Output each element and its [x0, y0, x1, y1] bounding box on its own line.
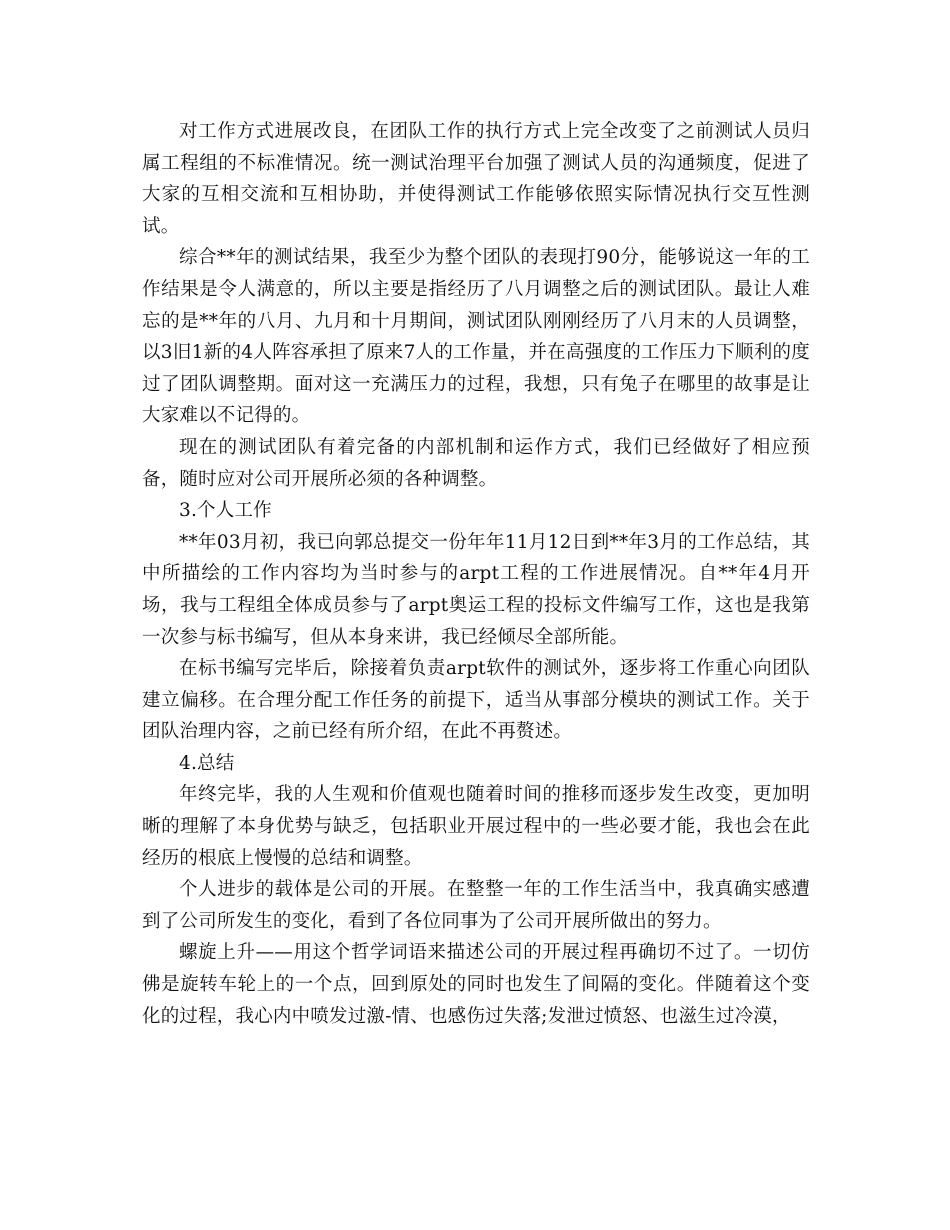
paragraph-team-mechanism: 现在的测试团队有着完备的内部机制和运作方式，我们已经做好了相应预备，随时应对公司开展所必须的各种调整。 [142, 436, 810, 490]
paragraph-personal-progress: 个人进步的载体是公司的开展。在整整一年的工作生活当中，我真确实感遭到了公司所发生的变化，看到了各位同事为了公司开展所做出的努力。 [142, 879, 810, 932]
paragraph-spiral-rise: 螺旋上升——用这个哲学词语来描述公司的开展过程再确切不过了。一切仿佛是旋转车轮上的一个点，回到原处的同时也发生了间隔的变化。伴随着这个变化的过程，我心内中喷发过激-情、也感伤过失落;发泄过愤怒、也滋生过冷漠， [142, 942, 810, 1027]
paragraph-work-method: 对工作方式进展改良，在团队工作的执行方式上完全改变了之前测试人员归属工程组的不标准情况。统一测试治理平台加强了测试人员的沟通频度，促进了大家的互相交流和互相协助，并使得测试工作能够依照实际情况执行交互性测试。 [142, 121, 810, 237]
paragraph-bid-writing: 在标书编写完毕后，除接着负责arpt软件的测试外，逐步将工作重心向团队建立偏移。在合理分配工作任务的前提下，适当从事部分模块的测试工作。关于团队治理内容，之前已经有所介绍，在此不再赘述。 [142, 658, 810, 743]
section-heading-personal-work: 3.个人工作 [179, 500, 272, 522]
paragraph-year-end: 年终完毕，我的人生观和价值观也随着时间的推移而逐步发生改变，更加明晰的理解了本身优势与缺乏，包括职业开展过程中的一些必要才能，我也会在此经历的根底上慢慢的总结和调整。 [142, 784, 810, 869]
paragraph-work-summary: **年03月初，我已向郭总提交一份年年11月12日到**年3月的工作总结，其中所描绘的工作内容均为当时参与的arpt工程的工作进展情况。自**年4月开场，我与工程组全体成员参与了arpt奥运工程的投标文件编写工作，这也是我第一次参与标书编写，但从本身来讲，我已经倾尽全部所能。 [142, 531, 810, 648]
paragraph-test-results: 综合**年的测试结果，我至少为整个团队的表现打90分，能够说这一年的工作结果是令人满意的，所以主要是指经历了八月调整之后的测试团队。最让人难忘的是**年的八月、九月和十月期间，测试团队刚刚经历了八月末的人员调整，以3旧1新的4人阵容承担了原来7人的工作量，并在高强度的工作压力下顺利的度过了团队调整期。面对这一充满压力的过程，我想，只有兔子在哪里的故事是让大家难以不记得的。 [142, 247, 810, 427]
section-heading-summary: 4.总结 [179, 752, 235, 774]
document-body [142, 116, 810, 1032]
